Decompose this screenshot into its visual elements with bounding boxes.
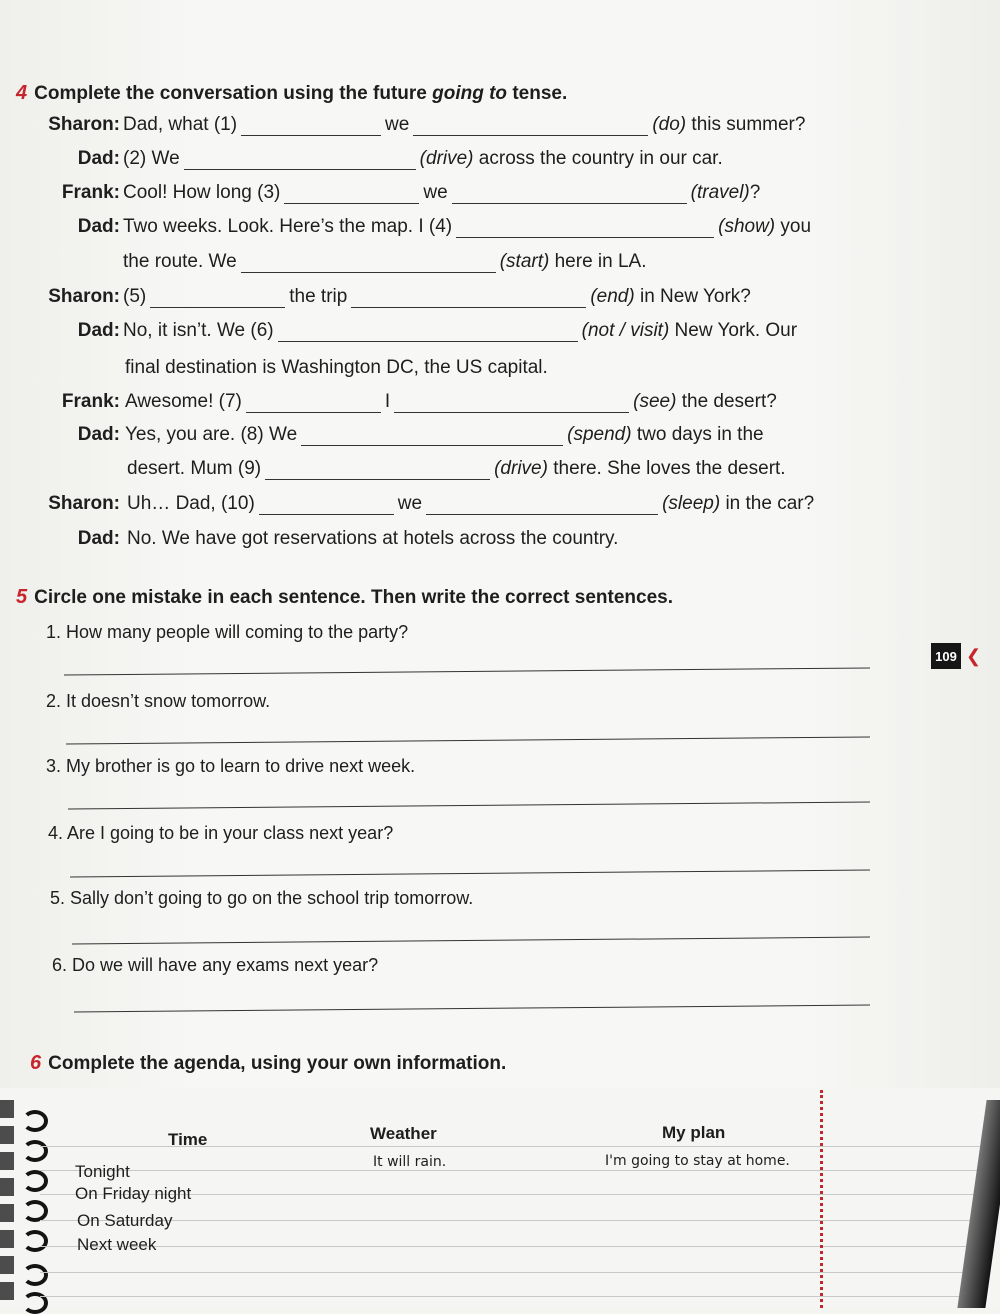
speaker-label: Dad: bbox=[77, 424, 120, 445]
sentence-item: 1. How many people will coming to the party? bbox=[46, 622, 409, 642]
answer-blank[interactable] bbox=[413, 117, 648, 136]
answer-blank[interactable] bbox=[394, 394, 629, 413]
sentence-item: 5. Sally don’t going to go on the school trip tomorrow. bbox=[50, 888, 474, 908]
answer-line[interactable] bbox=[64, 667, 870, 675]
spiral-ring-icon bbox=[22, 1230, 48, 1252]
agenda-row-label: On Friday night bbox=[75, 1184, 192, 1203]
exercise-number: 6 bbox=[30, 1052, 42, 1074]
dialogue-line: final destination is Washington DC, the US capital. bbox=[125, 357, 548, 378]
dialogue-line: Two weeks. Look. Here’s the map. I (4) (show) you bbox=[123, 216, 812, 237]
speaker-label: Frank: bbox=[61, 391, 120, 412]
page-arrow-icon: ❮ bbox=[966, 646, 982, 666]
answer-line[interactable] bbox=[66, 736, 870, 744]
exercise-number: 5 bbox=[16, 586, 28, 608]
spiral-ring-icon bbox=[22, 1264, 48, 1286]
example-weather: It will rain. bbox=[373, 1154, 447, 1170]
exercise-5-title: 5 Circle one mistake in each sentence. Then write the correct sentences. bbox=[16, 586, 673, 608]
spiral-ring-icon bbox=[22, 1140, 48, 1162]
agenda-row-label: On Saturday bbox=[77, 1211, 173, 1230]
answer-line[interactable] bbox=[74, 1005, 870, 1013]
speaker-label: Sharon: bbox=[48, 493, 120, 514]
agenda-row-label: Tonight bbox=[75, 1162, 130, 1181]
speaker-label: Dad: bbox=[77, 148, 120, 169]
speaker-label: Dad: bbox=[77, 320, 120, 341]
exercise-4-title: 4 Complete the conversation using the future going to tense. bbox=[16, 82, 568, 104]
answer-blank[interactable] bbox=[265, 461, 490, 480]
agenda-row-label: Next week bbox=[77, 1235, 157, 1254]
page-number-badge: 109 bbox=[931, 643, 961, 669]
dialogue-line: Awesome! (7) I (see) the desert? bbox=[125, 391, 777, 412]
answer-line[interactable] bbox=[70, 870, 870, 878]
time-column-header: Time bbox=[168, 1130, 208, 1149]
example-plan: I'm going to stay at home. bbox=[605, 1153, 790, 1169]
sentence-item: 3. My brother is go to learn to drive next week. bbox=[46, 756, 416, 776]
answer-blank[interactable] bbox=[301, 427, 563, 446]
dialogue-line: desert. Mum (9) (drive) there. She loves the desert. bbox=[127, 458, 786, 479]
dialogue-line: No. We have got reservations at hotels across the country. bbox=[127, 528, 619, 549]
spiral-ring-icon bbox=[22, 1170, 48, 1192]
dialogue-line: No, it isn’t. We (6) (not / visit) New York. Our bbox=[123, 320, 798, 341]
answer-blank[interactable] bbox=[150, 289, 285, 308]
exercise-number: 4 bbox=[16, 82, 28, 104]
sentence-item: 4. Are I going to be in your class next year? bbox=[48, 823, 394, 843]
answer-blank[interactable] bbox=[426, 496, 658, 515]
dialogue-line: the route. We (start) here in LA. bbox=[123, 251, 647, 272]
dialogue-line: Uh… Dad, (10) we (sleep) in the car? bbox=[127, 493, 815, 514]
speaker-label: Sharon: bbox=[48, 114, 120, 135]
plan-column-header: My plan bbox=[662, 1123, 726, 1142]
answer-blank[interactable] bbox=[351, 289, 586, 308]
speaker-label: Frank: bbox=[61, 182, 120, 203]
weather-column-header: Weather bbox=[370, 1124, 437, 1143]
exercise-6-title: 6 Complete the agenda, using your own information. bbox=[30, 1052, 507, 1074]
answer-line[interactable] bbox=[68, 802, 870, 810]
sentence-item: 6. Do we will have any exams next year? bbox=[52, 955, 379, 975]
answer-blank[interactable] bbox=[284, 185, 419, 204]
answer-blank[interactable] bbox=[278, 323, 578, 342]
answer-blank[interactable] bbox=[241, 117, 381, 136]
dialogue-line: Cool! How long (3) we (travel)? bbox=[123, 182, 761, 203]
sentence-item: 2. It doesn’t snow tomorrow. bbox=[46, 691, 271, 711]
speaker-label: Dad: bbox=[77, 528, 120, 549]
answer-blank[interactable] bbox=[456, 219, 714, 238]
notebook-margin bbox=[820, 1090, 823, 1308]
speaker-label: Sharon: bbox=[48, 286, 120, 307]
answer-blank[interactable] bbox=[241, 254, 496, 273]
answer-blank[interactable] bbox=[259, 496, 394, 515]
spiral-ring-icon bbox=[22, 1110, 48, 1132]
answer-blank[interactable] bbox=[452, 185, 687, 204]
dialogue-line: Yes, you are. (8) We (spend) two days in the bbox=[125, 424, 764, 445]
spiral-ring-icon bbox=[22, 1200, 48, 1222]
answer-blank[interactable] bbox=[184, 151, 416, 170]
dialogue-line: Dad, what (1) we (do) this summer? bbox=[123, 114, 806, 135]
answer-line[interactable] bbox=[72, 937, 870, 945]
speaker-label: Dad: bbox=[77, 216, 120, 237]
dialogue-line: (5) the trip (end) in New York? bbox=[123, 286, 751, 307]
answer-blank[interactable] bbox=[246, 394, 381, 413]
dialogue-line: (2) We (drive) across the country in our car. bbox=[123, 148, 723, 169]
